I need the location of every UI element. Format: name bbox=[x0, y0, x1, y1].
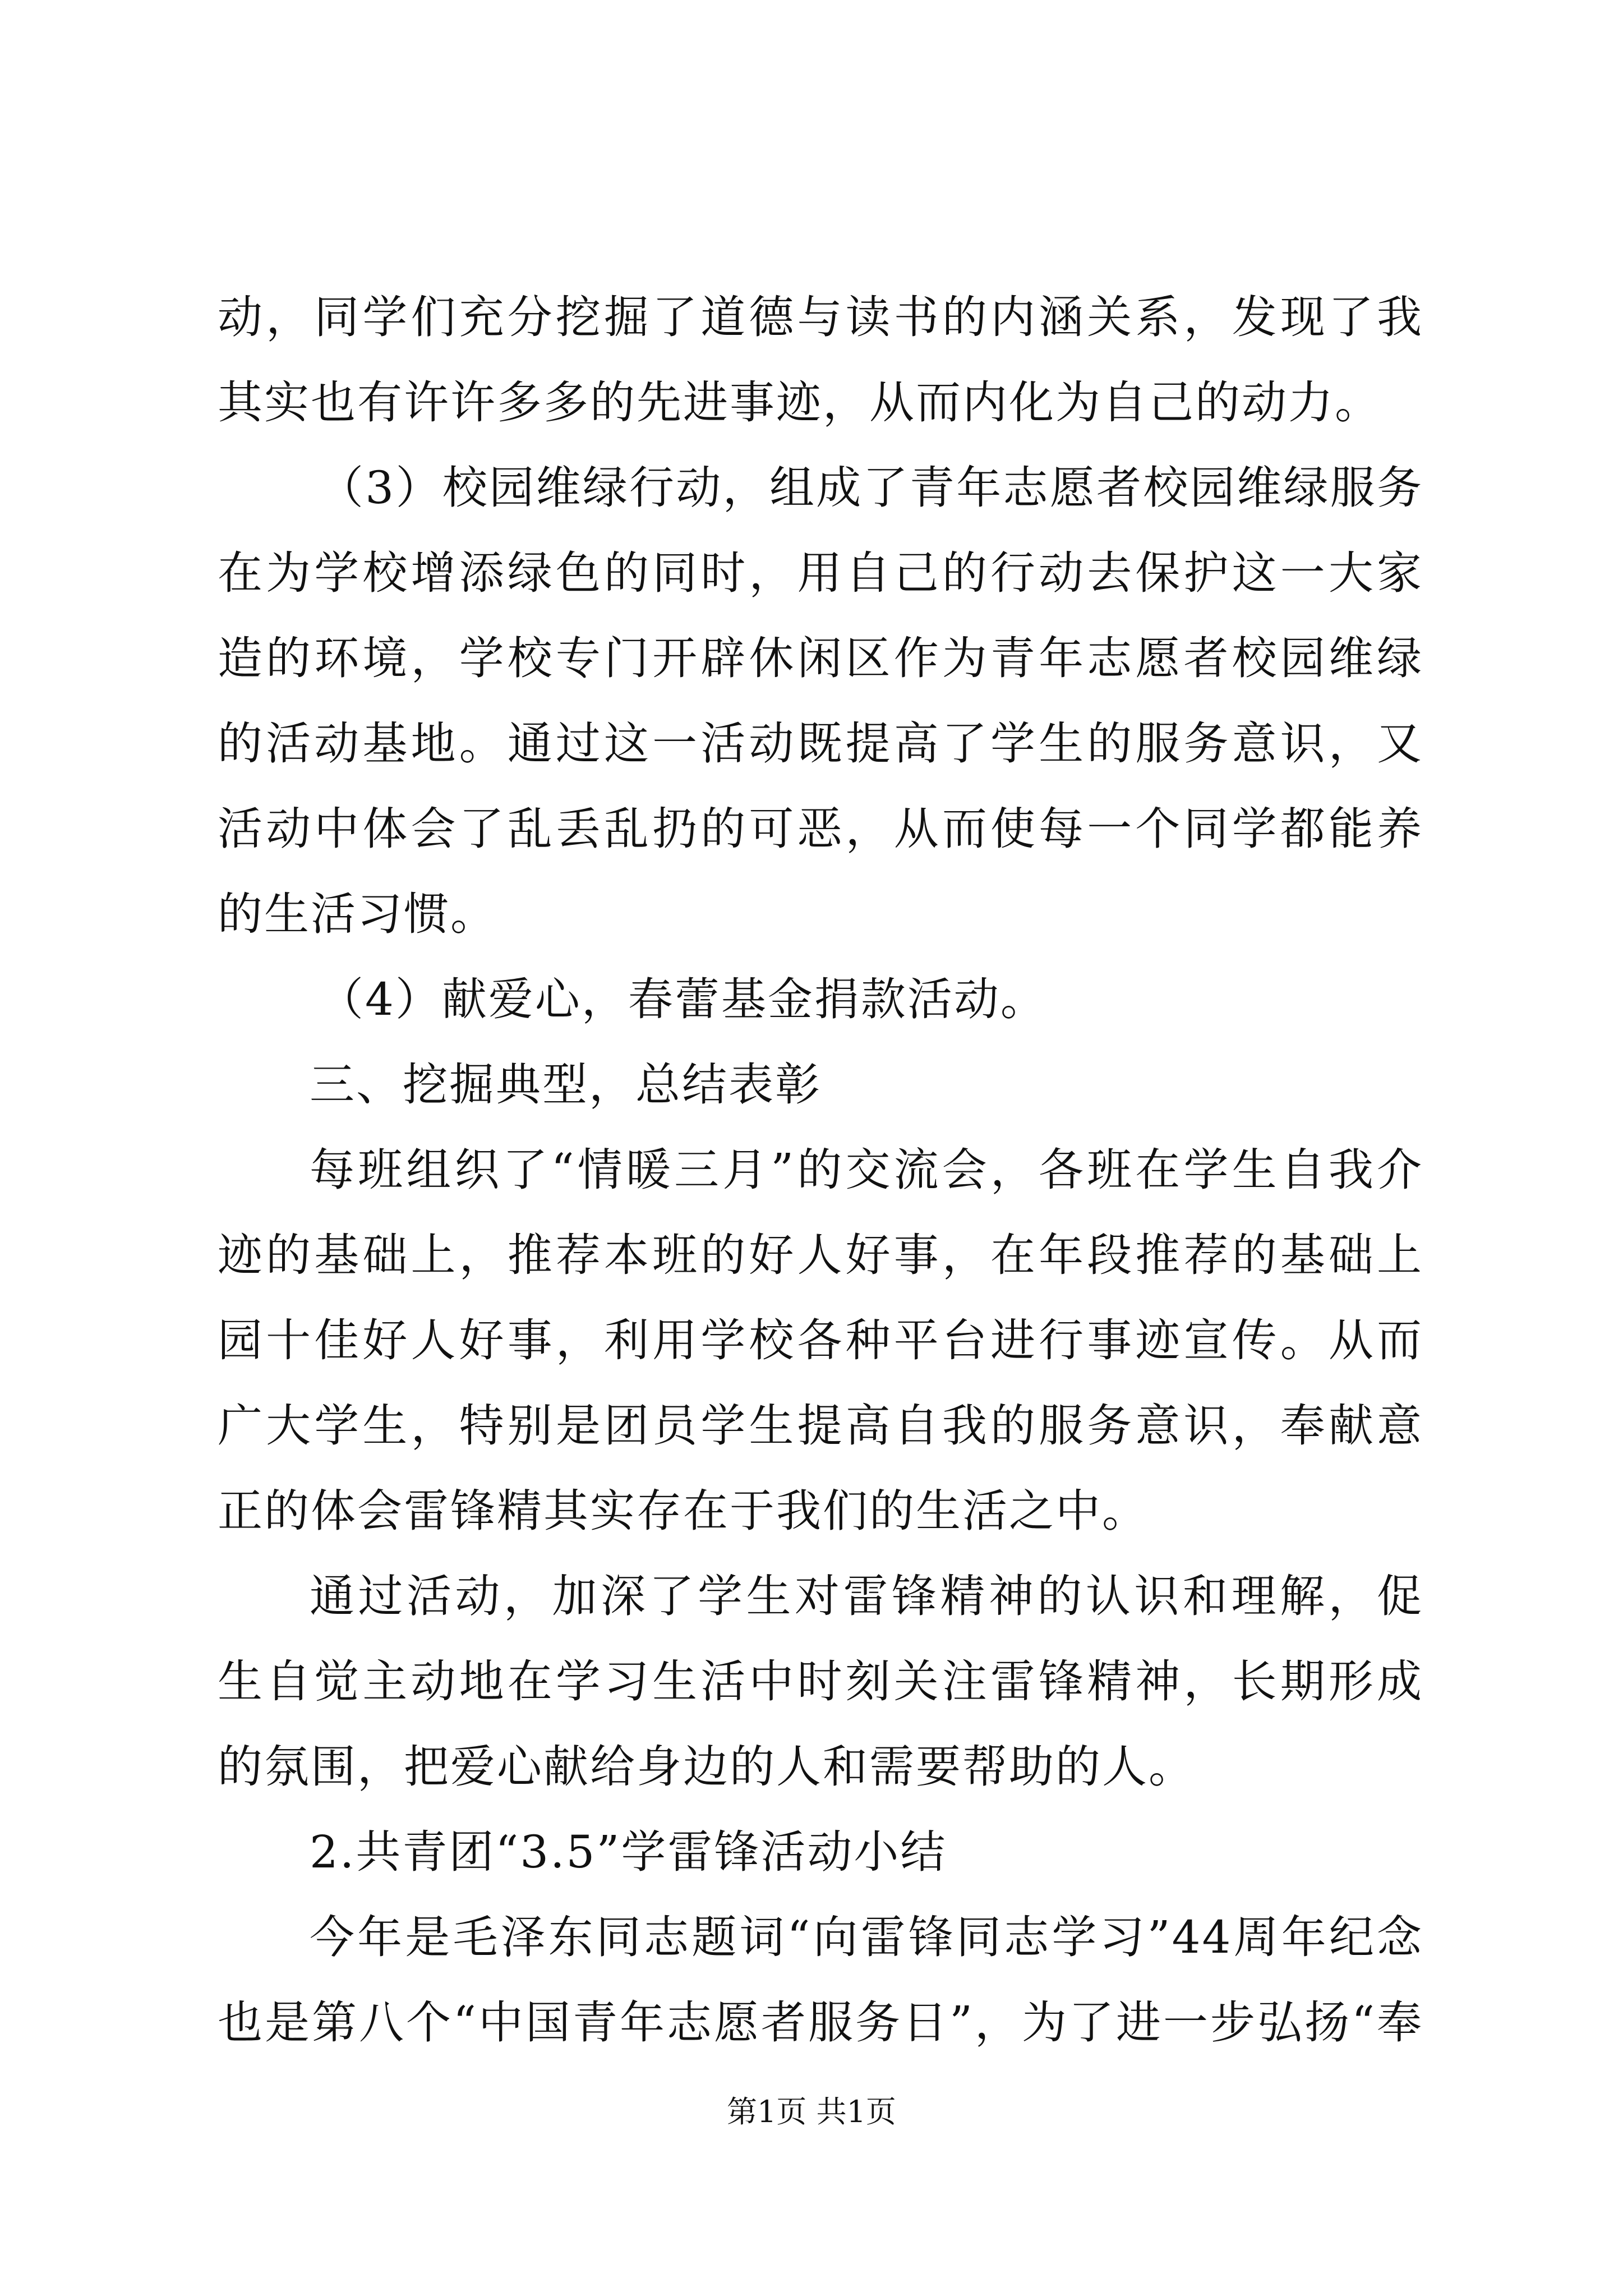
paragraph-line: （3）校园维绿行动，组成了青年志愿者校园维绿服务 bbox=[319, 462, 1423, 514]
paragraph-line: 的氛围，把爱心献给身边的人和需要帮助的人。 bbox=[218, 1741, 1195, 1793]
paragraph-line: 其实也有许许多多的先进事迹，从而内化为自己的动力。 bbox=[218, 376, 1381, 429]
section-heading: 三、挖掘典型，总结表彰 bbox=[310, 1059, 822, 1111]
section-heading: 2.共青团“3.5”学雷锋活动小结 bbox=[310, 1826, 947, 1878]
page-footer: 第1页 共1页 bbox=[727, 2094, 896, 2129]
paragraph-line: 通过活动，加深了学生对雷锋精神的认识和理解，促 bbox=[310, 1570, 1423, 1622]
paragraph-line: 广大学生，特别是团员学生提高自我的服务意识，奉献意 bbox=[218, 1400, 1423, 1452]
paragraph-line: 今年是毛泽东同志题词“向雷锋同志学习”44周年纪念 bbox=[310, 1911, 1423, 1963]
paragraph-line: （4）献爱心，春蕾基金捐款活动。 bbox=[319, 973, 1047, 1025]
paragraph-line: 园十佳好人好事，利用学校各种平台进行事迹宣传。从而 bbox=[218, 1314, 1423, 1366]
paragraph-line: 生自觉主动地在学习生活中时刻关注雷锋精神，长期形成 bbox=[218, 1655, 1423, 1708]
paragraph-line: 造的环境，学校专门开辟休闲区作为青年志愿者校园维绿 bbox=[218, 632, 1423, 684]
paragraph-line: 迹的基础上，推荐本班的好人好事，在年段推荐的基础上 bbox=[218, 1229, 1423, 1281]
paragraph-line: 活动中体会了乱丢乱扔的可恶，从而使每一个同学都能养 bbox=[218, 803, 1423, 855]
paragraph-line: 的生活习惯。 bbox=[218, 888, 497, 940]
paragraph-line: 动，同学们充分挖掘了道德与读书的内涵关系，发现了我 bbox=[218, 291, 1423, 343]
paragraph-line: 也是第八个“中国青年志愿者服务日”，为了进一步弘扬“奉 bbox=[218, 1996, 1423, 2049]
paragraph-line: 正的体会雷锋精其实存在于我们的生活之中。 bbox=[218, 1485, 1149, 1537]
paragraph-line: 的活动基地。通过这一活动既提高了学生的服务意识，又 bbox=[218, 717, 1423, 770]
document-body bbox=[218, 289, 1423, 2080]
paragraph-line: 在为学校增添绿色的同时，用自己的行动去保护这一大家 bbox=[218, 547, 1423, 599]
paragraph-line: 每班组织了“情暖三月”的交流会，各班在学生自我介 bbox=[310, 1144, 1423, 1196]
